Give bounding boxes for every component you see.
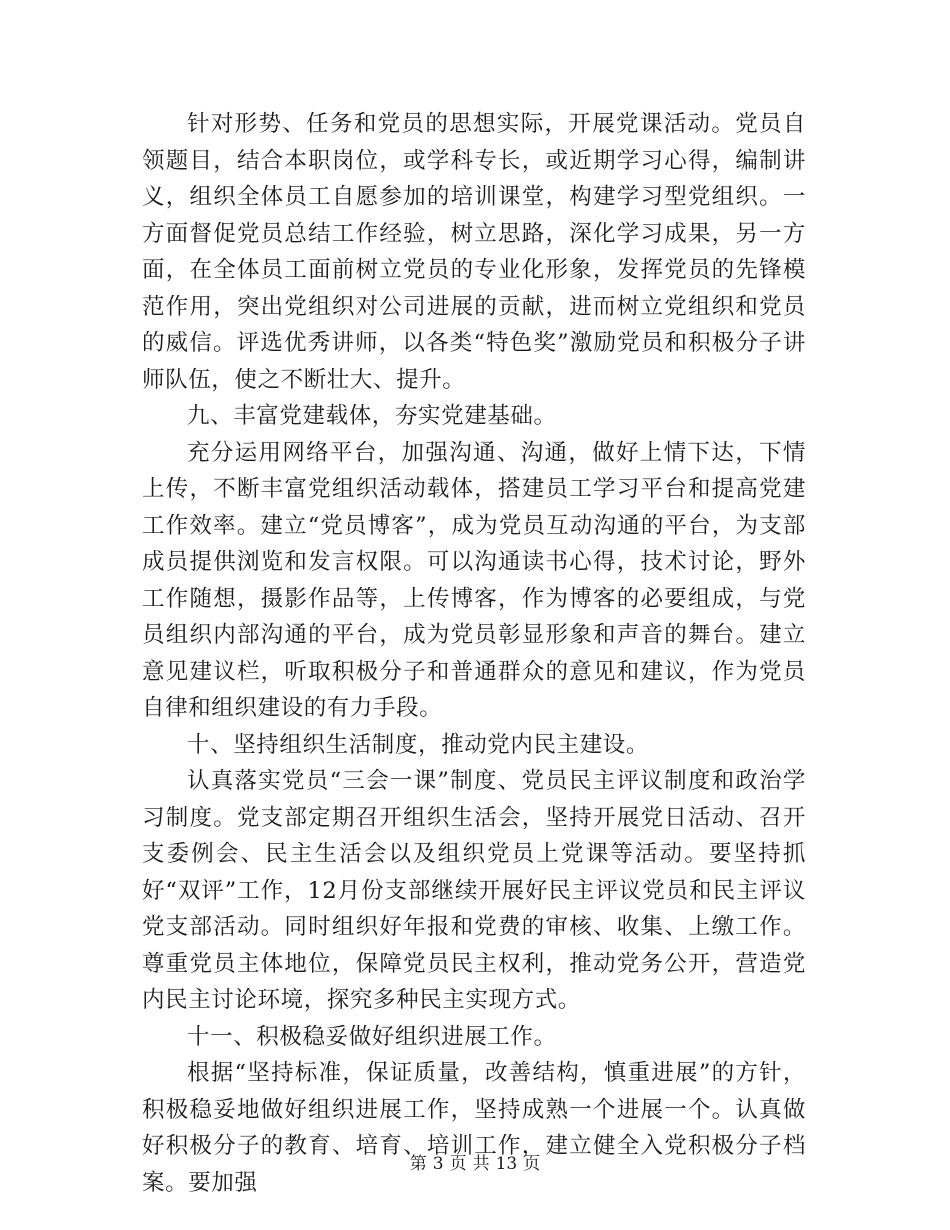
footer-total-prefix: 共 xyxy=(472,1154,490,1174)
total-page-count: 13 xyxy=(495,1154,518,1174)
footer-prefix: 第 xyxy=(409,1154,427,1174)
footer-page-word: 页 xyxy=(449,1154,467,1174)
document-body xyxy=(142,106,806,1201)
footer-suffix: 页 xyxy=(523,1154,541,1174)
paragraph-network-platform: 充分运用网络平台，加强沟通、沟通，做好上情下达，下情上传，不断丰富党组织活动载体，搭建员工学习平台和提高党建工作效率。建立“党员博客”，成为党员互动沟通的平台，为支部成员提供浏览和发言权限。可以沟通读书心得，技术讨论，野外工作随想，摄影作品等，上传博客，作为博客的必要组成，与党员组织内部沟通的平台，成为党员彰显形象和声音的舞台。建立意见建议栏，听取积极分子和普通群众的意见和建议，作为党员自律和组织建设的有力手段。 xyxy=(142,439,806,721)
paragraph-party-lecture: 针对形势、任务和党员的思想实际，开展党课活动。党员自领题目，结合本职岗位，或学科专长，或近期学习心得，编制讲义，组织全体员工自愿参加的培训课堂，构建学习型党组织。一方面督促党员总结工作经验，树立思路，深化学习成果，另一方面，在全体员工面前树立党员的专业化形象，发挥党员的先锋模范作用，突出党组织对公司进展的贡献，进而树立党组织和党员的威信。评选优秀讲师，以各类“特色奖”激励党员和积极分子讲师队伍，使之不断壮大、提升。 xyxy=(142,111,806,393)
heading-section-ten: 十、坚持组织生活制度，推动党内民主建设。 xyxy=(187,731,650,758)
current-page-number: 3 xyxy=(432,1154,444,1174)
heading-section-eleven: 十一、积极稳妥做好组织进展工作。 xyxy=(187,1023,557,1050)
paragraph-organization-development: 根据“坚持标准，保证质量，改善结构，慎重进展”的方针，积极稳妥地做好组织进展工作，坚持成熟一个进展一个。认真做好积极分子的教育、培育、培训工作，建立健全入党积极分子档案。要加强 xyxy=(142,1060,806,1196)
paragraph-organizational-life: 认真落实党员“三会一课”制度、党员民主评议制度和政治学习制度。党支部定期召开组织生活会，坚持开展党日活动、召开支委例会、民主生活会以及组织党员上党课等活动。要坚持抓好“双评”工作，12月份支部继续开展好民主评议党员和民主评议党支部活动。同时组织好年报和党费的审核、收集、上缴工作。尊重党员主体地位，保障党员民主权利，推动党务公开，营造党内民主讨论环境，探究多种民主实现方式。 xyxy=(142,768,806,1013)
page-footer xyxy=(0,1152,950,1176)
heading-section-nine: 九、丰富党建载体，夯实党建基础。 xyxy=(187,403,557,429)
